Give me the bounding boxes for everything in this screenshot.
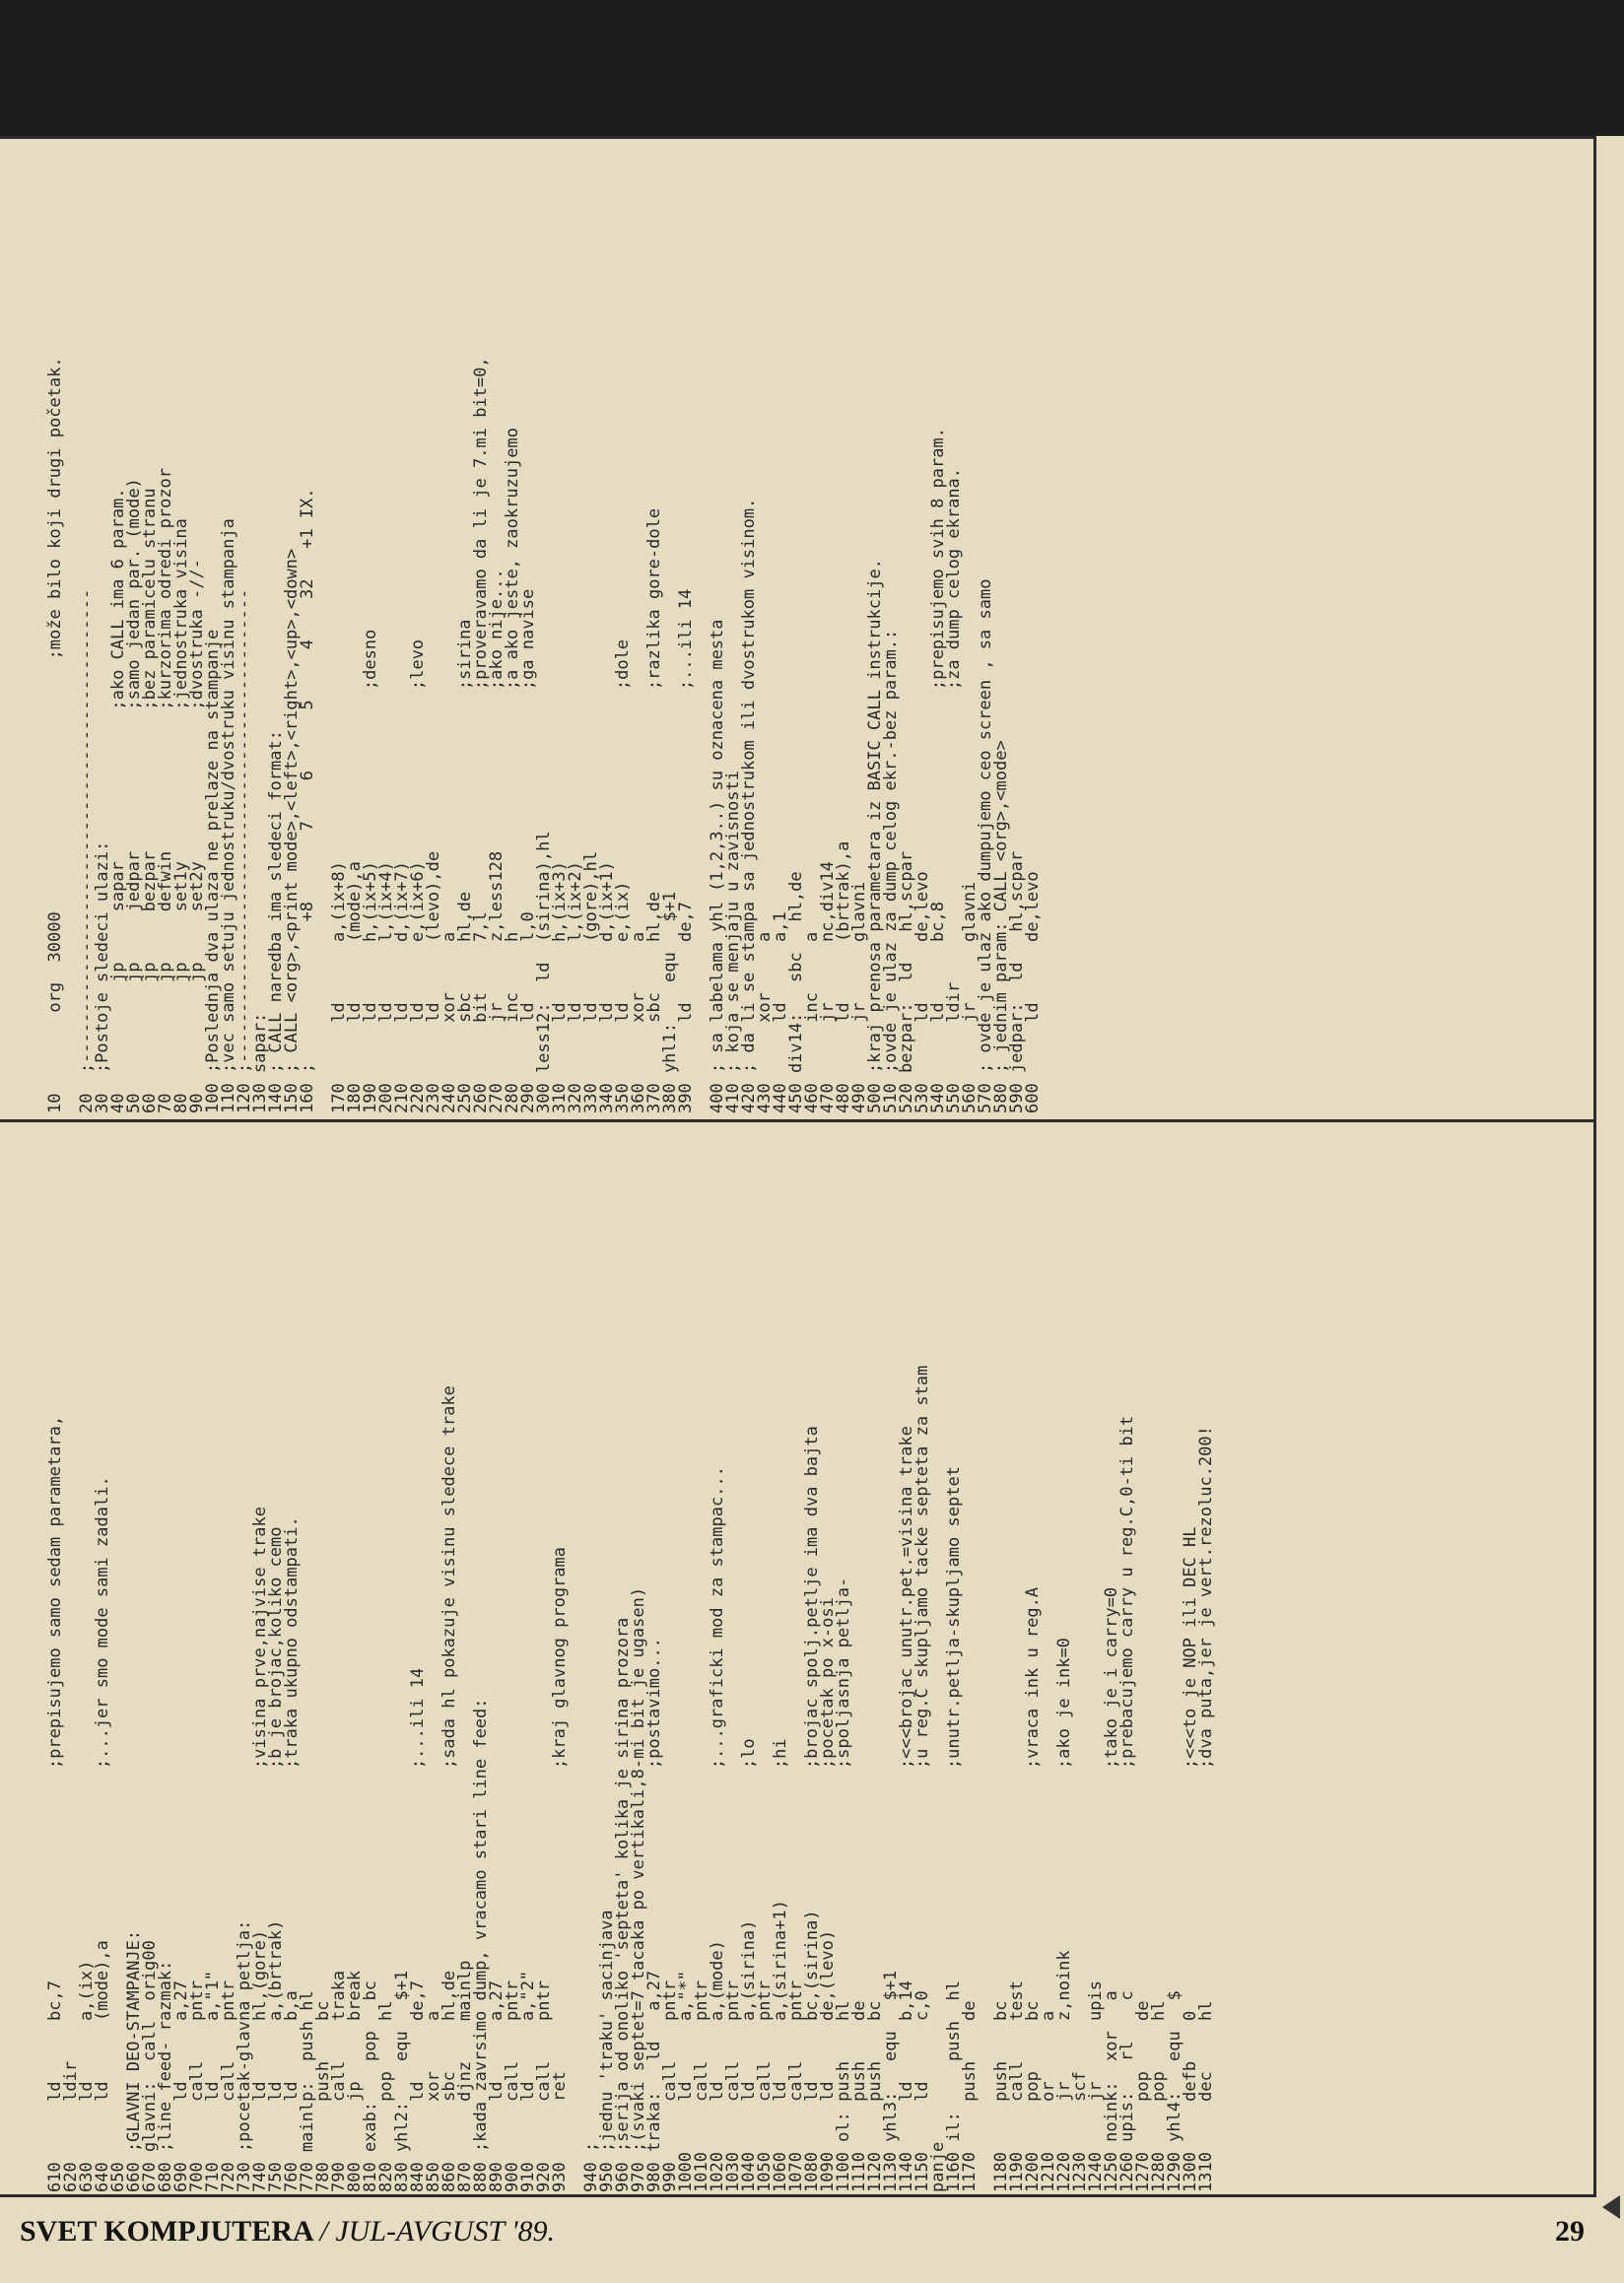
code-line: 1070 call pntr [786, 1981, 806, 2192]
top-dark-band [0, 0, 1624, 136]
code-line: 1250 noink: xor a ;tako je i carry=0 [1102, 1586, 1121, 2192]
code-line: 860 sbc hl,de ;sada hl pokazuje visinu sledece trake [440, 1385, 459, 2192]
code-line: 620 ldir [61, 2060, 81, 2192]
code-line: 750 ld a,(brtrak) ;b je brojac,koliko cemo [266, 1526, 286, 2192]
code-line: 490 jr glavni [849, 881, 869, 1113]
code-line: 700 call pntr [187, 1981, 207, 2192]
code-line: 220 ld e,(ix+6) ;levo [408, 638, 428, 1113]
code-line: 80 jp set1y ;jednostruka visina [171, 518, 191, 1113]
code-line: 70 jp defwin ;kurzorima odredi prozor [156, 467, 175, 1113]
code-line: 320 ld l,(ix+2) [566, 861, 585, 1113]
code-line: 1150 ld c,0 ;u reg.C skupljamo tacke septeta za stam [913, 1365, 932, 2192]
code-line: 260 bit 7,l ;proveravamo da li je 7.mi bit=0, [471, 357, 491, 1113]
code-line: 310 ld h,(ix+3) [550, 861, 570, 1113]
code-line: 560 jr glavni [960, 881, 980, 1113]
code-line: 230 ld (levo),de [424, 850, 443, 1113]
upper-code-listing [47, 148, 1041, 1113]
code-line: 170 ld a,(ix+8) [329, 861, 349, 1113]
code-line: 600 ld de,levo [1023, 871, 1043, 1113]
triangle-marker-icon [1602, 2195, 1620, 2219]
code-line: 660 ;GLAVNI DEO-STAMPANJE: [124, 1929, 144, 2192]
code-line: 910 ld a,"2" [518, 1970, 538, 2192]
code-line: 730 ;pocetak-glavna petlja: [235, 1919, 254, 2192]
code-line: 1110 push de [849, 2000, 869, 2192]
code-line: 1260 upis: rl c ;prebacujemo carry u reg.C,0-ti bit [1117, 1415, 1137, 2192]
code-line: 640 ld (mode),a ;...jer smo mode sami zadali. [93, 1476, 112, 2192]
code-line: 1090 ld de,(levo) ;pocetak po x-osi [818, 1597, 838, 2192]
code-line: 190 ld h,(ix+5) ;desno [361, 629, 380, 1113]
code-line: 880 ;kada zavrsimo dump, vracamo stari line feed: [471, 1698, 491, 2192]
code-line: 530 ld de,levo [913, 871, 932, 1113]
code-line: 460 inc a [802, 931, 822, 1113]
code-line: 1100 ol: push hl ;spoljasnja petlja- [834, 1577, 853, 2192]
code-line: 1230 scf [1070, 2071, 1090, 2192]
code-line: 1010 call pntr [692, 1981, 711, 2192]
code-line: 670 glavni: call orig00 [140, 1940, 160, 2192]
page-number: 29 [1555, 2215, 1585, 2248]
code-line: 1140 ld b,14 ;<<<brojac unutr.pet.=visina trake [897, 1426, 916, 2192]
code-line: 1180 push bc [991, 2000, 1011, 2192]
code-line: 790 call traka [329, 1970, 349, 2192]
code-line: 120 ;----------------------------------------------- [235, 588, 254, 1113]
code-line: 870 djnz mainlp [455, 1960, 475, 2192]
code-line: 390 ld de,7 ;...ili 14 [676, 588, 696, 1113]
code-line: 630 ld a,(ix) [77, 1960, 97, 2192]
code-line: panje [928, 2141, 948, 2192]
upper-listing-region [47, 148, 1565, 1113]
code-line: 890 ld a,27 [487, 1981, 507, 2192]
code-line: 240 xor a [440, 931, 459, 1113]
code-line: 60 jp bezpar ;bez paramicelu stranu [140, 488, 160, 1113]
code-line: 280 inc h ;a ako jeste, zaokruzujemo [503, 428, 522, 1113]
code-line: 980 traka: ld a,27 ;postavimo... [644, 1638, 664, 2192]
code-line: 940 ; [581, 2141, 601, 2192]
code-line: 1290 yhl4: equ $ [1165, 1990, 1184, 2192]
code-line: 140 ; CALL naredba ima sledeci format: [266, 730, 286, 1113]
code-line: 550 ldir ;za dump celog ekrana. [944, 467, 964, 1113]
code-line: 340 ld d,(ix+1) [597, 861, 617, 1113]
code-line: 290 ld l,0 ;ga navise [518, 588, 538, 1113]
code-line: 1060 ld a,(sirina+1) ;hi [771, 1738, 790, 2192]
code-line: 1050 call pntr [755, 1981, 775, 2192]
code-line: 360 xor a [629, 931, 648, 1113]
code-line: 920 call pntr [534, 1981, 554, 2192]
code-line: 970 ;(svaki septet=7 tacaka po vertikali,8-mi bit je ugasen) [629, 1586, 648, 2192]
code-line: 480 ld (brtrak),a [834, 840, 853, 1113]
code-line: 150 ; CALL <org>,<print mode>,<left>,<right>,<up>,<down> [282, 548, 302, 1113]
code-line: 380 yhl1: equ $+1 [660, 891, 680, 1113]
code-line: 510 ;ovde je ulaz za dump celog ekr.-bez param.: [881, 629, 901, 1113]
code-line: 1170 push de [960, 2000, 980, 2192]
code-line: 410 ; koja se menjaju u zavisnosti [723, 771, 743, 1113]
code-line: 300 less12: ld (sirina),hl [534, 831, 554, 1113]
code-line: 1040 ld a,(sirina) ;lo [739, 1738, 759, 2192]
code-line: 400 ; sa labelama yhl (1,2,3..) su oznacena mesta [708, 619, 727, 1113]
code-line: 30 ;Postoje sledeci ulazi: [93, 840, 112, 1113]
code-line: 570 ; ovde je ulaz ako dumpujemo ceo screen , sa samo [976, 578, 995, 1113]
footer-title [20, 2215, 555, 2249]
lower-code-listing [47, 1128, 1214, 2192]
code-line: 200 ld l,(ix+4) [376, 861, 396, 1113]
code-line: 820 pop hl [376, 2000, 396, 2192]
code-line: 430 xor a [755, 931, 775, 1113]
code-line: 370 sbc hl,de ;razlika gore-dole [644, 507, 664, 1113]
code-line: 270 jr z,less128 ;ako nije... [487, 569, 507, 1113]
code-line: 1020 ld a,(mode) ;...graficki mod za stampac... [708, 1466, 727, 2192]
code-line [568, 1128, 583, 2192]
code-line: 830 yhl2: equ $+1 [392, 1970, 412, 2192]
code-line: 770 mainlp: push hl [298, 1990, 317, 2192]
code-line: 540 ld bc,8 ;prepisujemo svih 8 param. [928, 428, 948, 1113]
code-line: 740 ld hl,(gore) ;visina prve,najvise trake [250, 1507, 270, 2192]
code-line: 1190 call test [1007, 1981, 1027, 2192]
code-line: 420 ; da li se stampa sa jednostrukom ili dvostrukom visinom. [739, 498, 759, 1113]
code-line: 1160 il: push hl ;unutr.petlja-skupljamo septet [944, 1466, 964, 2192]
code-line: 1220 jr z,noink ;ako je ink=0 [1054, 1638, 1074, 2192]
code-line: 160 ; +8 7 6 5 4 32 +1 IX. [298, 488, 317, 1113]
code-line: 110 ;vec samo setuju jednostruku/dvostruku visinu stampanja [219, 518, 238, 1113]
code-line: 40 jp sapar ;ako CALL ima 6 param. [108, 488, 128, 1113]
code-line: 580 ; jednim param: CALL <org>,<mode> [991, 740, 1011, 1113]
code-line: 520 bezpar: ld hl,scpar [897, 850, 916, 1113]
code-line: 1030 call pntr [723, 1981, 743, 2192]
code-line: 1310 dec hl ;dva puta,jer je vert.rezoluc.200! [1196, 1426, 1216, 2192]
code-line: 650 [108, 2162, 128, 2192]
code-line: 130 sapar: [250, 1012, 270, 1113]
code-line: 950 ;jednu 'traku' sacinjava [597, 1910, 617, 2192]
code-line: 680 ;line feed- razmak: [156, 1960, 175, 2192]
code-line: 450 div14: sbc hl,de [786, 871, 806, 1113]
code-line: 50 jp jedpar ;samo jedan par. (mode) [124, 478, 144, 1113]
code-line: 990 call pntr [660, 1981, 680, 2192]
code-line: 810 exab: pop bc [361, 1981, 380, 2192]
code-line: 1280 pop hl [1149, 2000, 1169, 2192]
code-line: 960 ;serija od onoliko 'septeta' kolika je sirina prozora [613, 1617, 633, 2192]
magazine-name: SVET KOMPJUTERA [20, 2215, 312, 2248]
column-divider [0, 1119, 1596, 1122]
code-line: 1210 or a [1039, 2010, 1058, 2192]
code-line: 760 ld b,a ;traka ukupno odstampati. [282, 1516, 302, 2192]
code-line: 850 xor a [424, 2010, 443, 2192]
code-line: 1200 pop bc ;vraca ink u reg.A [1023, 1586, 1043, 2192]
code-line: 1300 defb 0 ;<<<to je NOP ili DEC HL [1181, 1526, 1200, 2192]
lower-listing-region [47, 1128, 1565, 2192]
code-line: 250 sbc hl,de ;sirina [455, 619, 475, 1113]
code-line: 500 ;kraj prenosa parametara iz BASIC CALL instrukcije. [865, 559, 885, 1113]
code-line: 720 call pntr [219, 1981, 238, 2192]
code-line: 930 ret ;kraj glavnog programa [550, 1546, 570, 2192]
code-line: 20 ;----------------------------------------------- [77, 588, 97, 1113]
code-line: 440 ld a,1 [771, 911, 790, 1113]
page-footer [0, 2199, 1624, 2268]
code-line: 90 jp set2y ;dvostruka -//- [187, 559, 207, 1113]
code-line: 800 jp break [345, 1970, 365, 2192]
code-line: 470 jr nc,div14 [818, 861, 838, 1113]
code-line: 1000 ld a,"*" [676, 1970, 696, 2192]
code-line: 100 ;Poslednja dva ulaza ne prelaze na stampanje [203, 629, 223, 1113]
code-line: 1080 ld bc,(sirina) ;brojac spolj.petlje ima dva bajta [802, 1426, 822, 2192]
code-line: 210 ld d,(ix+7) [392, 861, 412, 1113]
code-line: 180 ld (mode),a [345, 861, 365, 1113]
code-line: 690 ld a,27 [171, 1981, 191, 2192]
code-line: 10 org 30000 ;može bilo koji drugi početak. [45, 357, 65, 1113]
issue-label: / JUL-AVGUST '89. [319, 2215, 556, 2248]
code-line: 330 ld (gore),hl [581, 850, 601, 1113]
code-line: 590 jedpar: ld hl,scpar [1007, 850, 1027, 1113]
code-line: 610 ld bc,7 ;prepisujemo samo sedam parametara, [45, 1415, 65, 2192]
code-line: 1120 push bc [865, 2000, 885, 2192]
code-line: 1130 yhl3: equ $+1 [881, 1970, 901, 2192]
code-line: 840 ld de,7 ;...ili 14 [408, 1667, 428, 2192]
code-line: 780 push bc [313, 2000, 333, 2192]
code-line: 900 call pntr [503, 1981, 522, 2192]
code-line: 710 ld a,"1" [203, 1970, 223, 2192]
code-line: 1270 pop de [1133, 2000, 1153, 2192]
code-line: 1240 jr upis [1086, 1981, 1106, 2192]
code-line: 350 ld e,(ix) ;dole [613, 638, 633, 1113]
